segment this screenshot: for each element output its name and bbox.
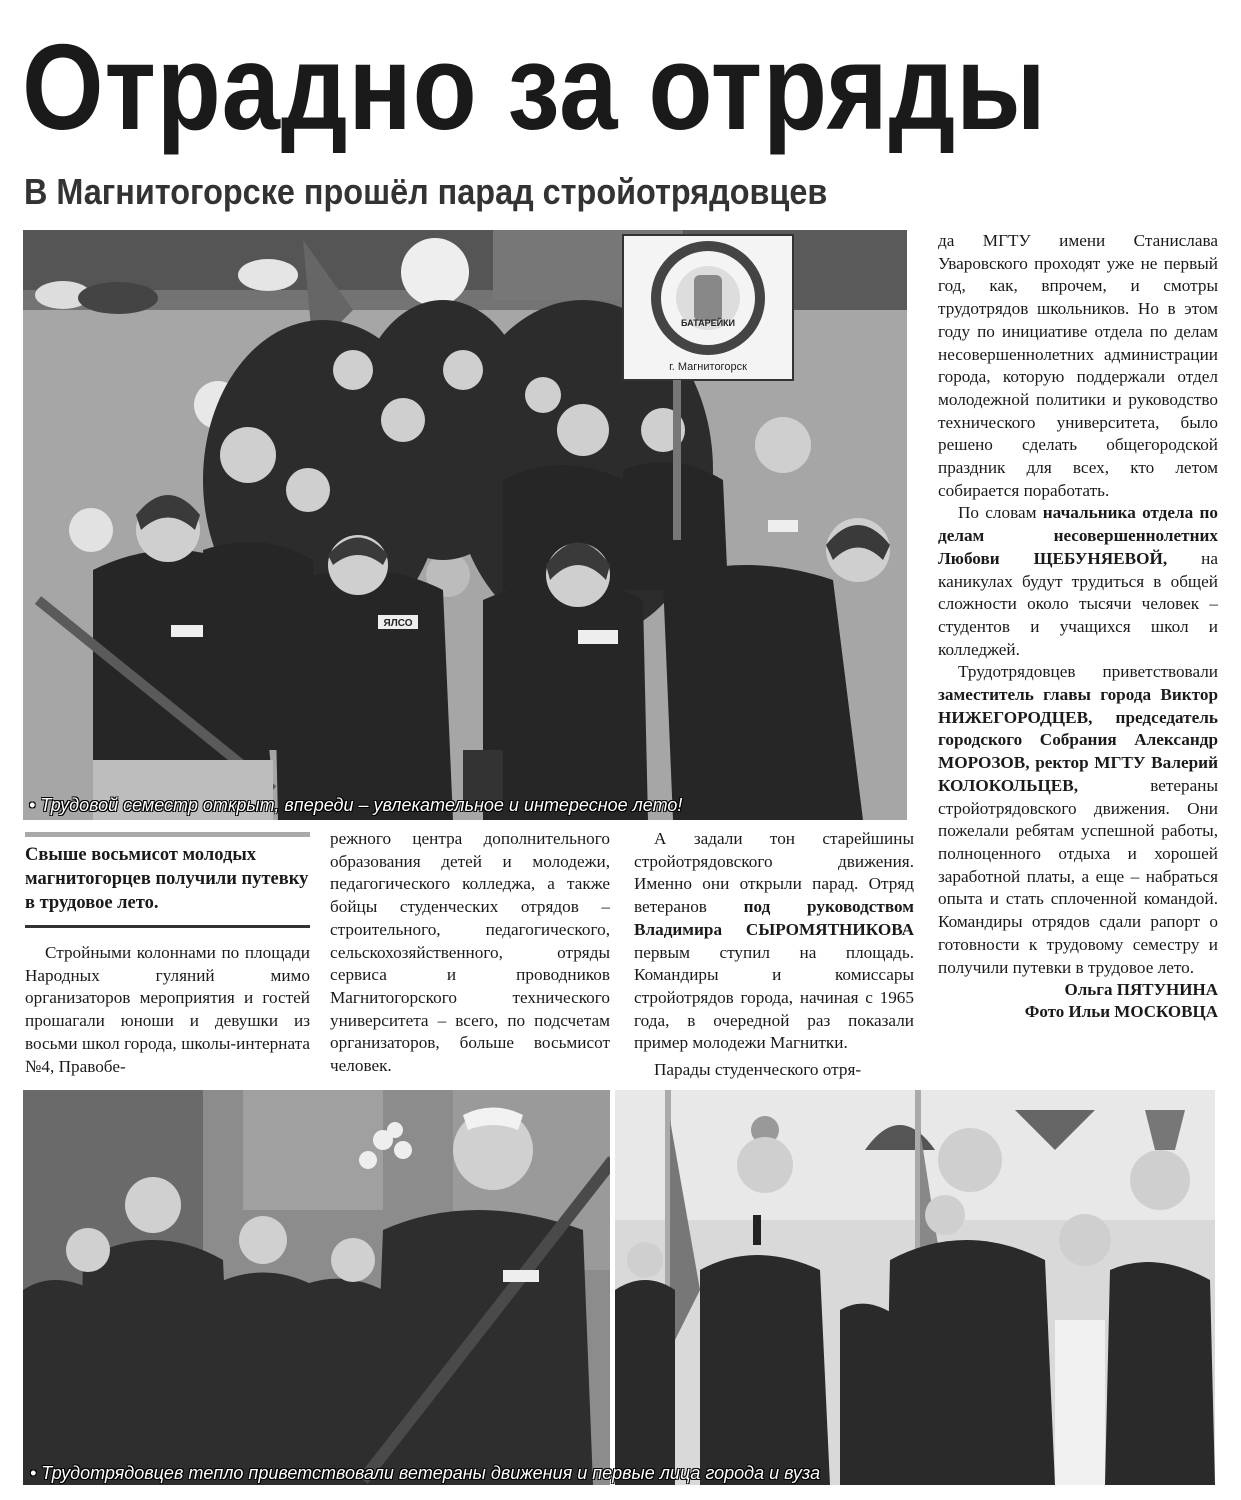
- photo-credit: Фото Ильи МОСКОВЦА: [1024, 1002, 1218, 1022]
- main-photo-illustration: [23, 230, 907, 820]
- subheadline: В Магнитогорске прошёл парад стройотрядовцев: [24, 171, 828, 212]
- sign-text: г. Магнитогорск: [669, 361, 747, 373]
- col4-paragraph-3: Трудотрядовцев приветствовали заместитель главы города Виктор НИЖЕГОРОДЦЕВ, председатель городского Собрания Александр МОРОЗОВ, ректор МГТУ Валерий КОЛОКОЛЬЦЕВ, ветераны стройотрядовского движения. Они пожелали ребятам успешной работы, полноценного отдыха и хорошей заработной платы, а еще – набраться опыта и стать сплоченной командой. Командиры отрядов сдали рапорт о готовности к трудовому семестру и получили путевки в трудовое лето.: [938, 662, 1218, 977]
- col4-paragraph-2: По словам начальника отдела по делам несовершеннолетних Любови ЩЕБУНЯЕВОЙ, на каникулах будут трудиться в общей сложности около тысячи человек – студентов и учащихся школ и колледжей.: [938, 503, 1218, 659]
- col3-bold-phrase: под руководством Владимира СЫРОМЯТНИКОВА: [634, 897, 914, 939]
- col2-paragraph: режного центра дополнительного образования детей и молодежи, педагогического колледжа, а также бойцы студенческих отрядов – строительного, педагогического, сельскохозяйственного, отряды сервиса и проводников Магнитогорского технического университета – всего, по подсчетам организаторов, больше восьмисот человек.: [330, 829, 610, 1076]
- patch-label: ЯЛСО: [383, 618, 413, 629]
- bottom-photos-caption: • Трудотрядовцев тепло приветствовали ветераны движения и первые лица города и вуза: [30, 1463, 821, 1483]
- sign-badge: БАТАРЕЙКИ: [680, 318, 736, 328]
- bottom-right-photo: [615, 1090, 1215, 1485]
- col4-bold-phrase-1: начальника отдела по делам несовершеннолетних Любови ЩЕБУНЯЕВОЙ,: [938, 503, 1218, 568]
- main-photo-caption: • Трудовой семестр открыт, впереди – увлекательное и интересное лето!: [29, 795, 683, 815]
- headline: Отрадно за отряды: [22, 19, 1047, 155]
- bottom-right-illustration: [615, 1090, 1215, 1485]
- bottom-left-photo: [23, 1090, 610, 1485]
- column-2: [330, 828, 610, 1078]
- author-signature: Ольга ПЯТУНИНА: [1064, 980, 1218, 1000]
- main-photo: [23, 230, 907, 820]
- col4-bold-phrase-2: заместитель главы города Виктор НИЖЕГОРОДЦЕВ, председатель городского Собрания Александр МОРОЗОВ, ректор МГТУ Валерий КОЛОКОЛЬЦЕВ,: [938, 685, 1218, 795]
- column-4: [938, 230, 1218, 1023]
- column-1: [25, 832, 310, 1078]
- bottom-left-illustration: [23, 1090, 610, 1485]
- col1-paragraph: Стройными колоннами по площади Народных гуляний мимо организаторов мероприятия и гостей прошагали юноши и девушки из восьми школ города, школы-интерната №4, Правобе-: [25, 943, 310, 1076]
- col3-paragraph-1: А задали тон старейшины стройотрядовского движения. Именно они открыли парад. Отряд ветеранов под руководством Владимира СЫРОМЯТНИКОВА первым ступил на площадь. Командиры и комиссары стройотрядов города, начиная с 1965 года, в очередной раз показали пример молодежи Магнитки.: [634, 829, 914, 1053]
- col3-paragraph-2: Парады студенческого отря-: [654, 1060, 862, 1080]
- lead-paragraph: Свыше восьмисот молодых магнитогорцев получили путевку в трудовое лето.: [25, 832, 310, 928]
- col4-paragraph-1: да МГТУ имени Станислава Уваровского проходят уже не первый год, как, впрочем, и смотры трудотрядов школьников. Но в этом году по инициативе отдела по делам несовершеннолетних администрации города, которую поддержали отдел молодежной политики и руководство технического университета, было решено сделать общегородской праздник для всех, кто летом собирается поработать.: [938, 231, 1218, 500]
- column-3: [634, 828, 914, 1082]
